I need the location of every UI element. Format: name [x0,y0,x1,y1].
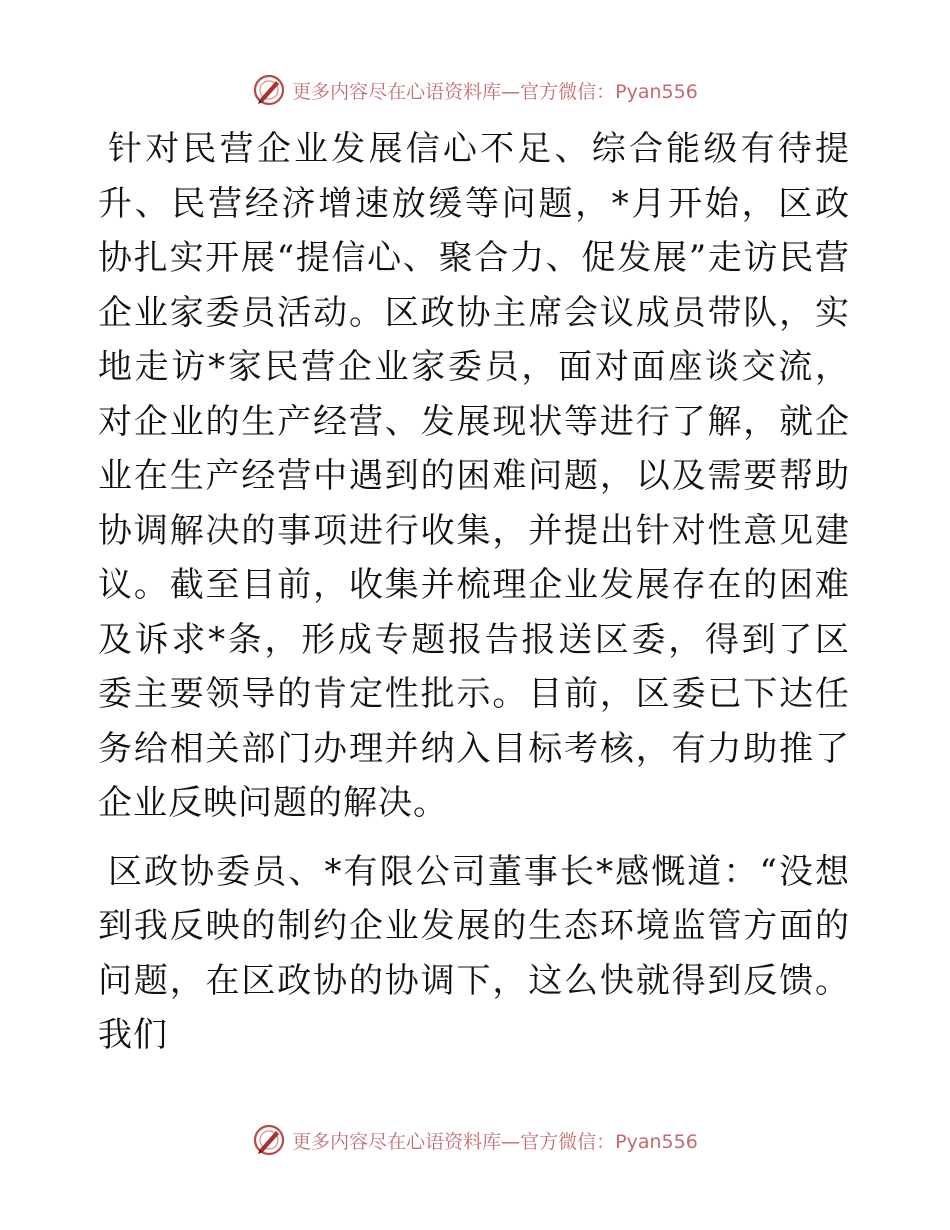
header-watermark [0,70,950,110]
pen-circle-logo-icon [252,1123,286,1157]
document-body [98,122,850,1077]
footer-watermark [0,1120,950,1160]
watermark-text: 更多内容尽在心语资料库—官方微信：Pyan556 [292,80,698,103]
watermark-text: 更多内容尽在心语资料库—官方微信：Pyan556 [292,1130,698,1153]
paragraph: 针对民营企业发展信心不足、综合能级有待提升、民营经济增速放缓等问题，*月开始，区政协扎实开展“提信心、聚合力、促发展”走访民营企业家委员活动。区政协主席会议成员带队，实地走访*家民营企业家委员，面对面座谈交流，对企业的生产经营、发展现状等进行了解，就企业在生产经营中遇到的困难问题，以及需要帮助协调解决的事项进行收集，并提出针对性意见建议。截至目前，收集并梳理企业发展存在的困难及诉求*条，形成专题报告报送区委，得到了区委主要领导的肯定性批示。目前，区委已下达任务给相关部门办理并纳入目标考核，有力助推了企业反映问题的解决。 [98,129,850,823]
paragraph: 区政协委员、*有限公司董事长*感慨道：“没想到我反映的制约企业发展的生态环境监管方面的问题，在区政协的协调下，这么快就得到反馈。我们 [98,851,850,1055]
pen-circle-logo-icon [252,73,286,107]
